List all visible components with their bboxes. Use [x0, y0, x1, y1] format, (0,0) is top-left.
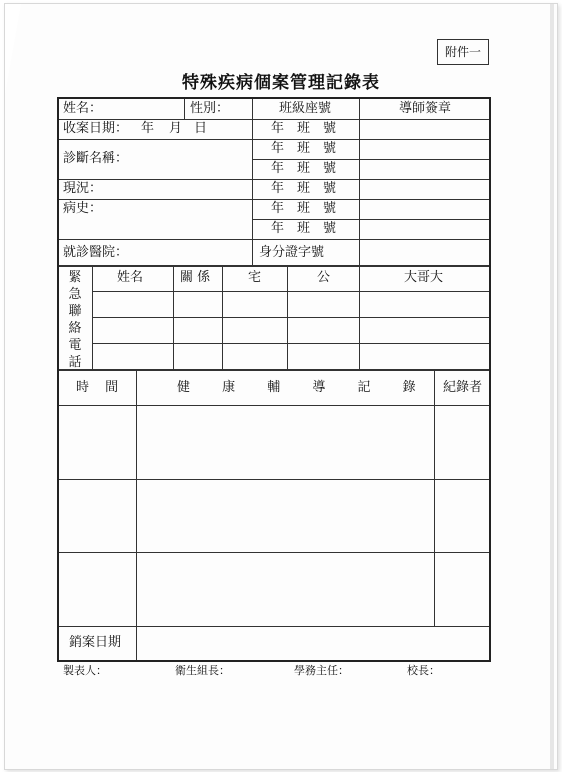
record-form: [57, 97, 491, 662]
form-title: 特殊疾病個案管理記錄表: [182, 73, 380, 93]
history-label: 病史：: [63, 201, 103, 216]
diagnosis-label: 診斷名稱：: [63, 151, 129, 166]
annex-label: 附件一: [437, 39, 489, 65]
class-row: 年 班 號: [271, 221, 337, 236]
receive-month: 月: [169, 121, 183, 136]
class-row: 年 班 號: [271, 181, 337, 196]
receive-date-label: 收案日期：: [63, 121, 129, 136]
footer-student-affairs: 學務主任：: [294, 664, 349, 677]
footer-health-chief: 衛生組長：: [175, 664, 230, 677]
hospital-label: 就診醫院：: [63, 245, 129, 260]
class-row: 年 班 號: [271, 161, 337, 176]
gender-label: 性別：: [190, 101, 230, 116]
emergency-header-relation: 關 係: [180, 270, 211, 285]
records-header-health: 健 康 輔 導 記 錄: [177, 380, 430, 395]
id-number-label: 身分證字號: [259, 245, 325, 260]
emergency-header-home: 宅: [248, 270, 262, 285]
receive-year: 年: [141, 121, 155, 136]
paper-edge: [550, 4, 554, 769]
receive-day: 日: [194, 121, 208, 136]
class-row: 年 班 號: [271, 141, 337, 156]
records-header-recorder: 紀錄者: [443, 380, 483, 395]
status-label: 現況：: [63, 181, 103, 196]
emergency-header-office: 公: [317, 270, 331, 285]
emergency-contact-label: 緊急聯絡電話: [68, 270, 82, 370]
name-label: 姓名：: [63, 101, 103, 116]
emergency-header-mobile: 大哥大: [404, 270, 444, 285]
class-row: 年 班 號: [271, 121, 337, 136]
close-date-label: 銷案日期: [69, 635, 122, 650]
footer-preparer: 製表人：: [63, 664, 107, 677]
teacher-seal-header: 導師簽章: [399, 101, 452, 116]
class-row: 年 班 號: [271, 201, 337, 216]
emergency-header-name: 姓名: [117, 270, 144, 285]
records-header-time: 時 間: [76, 380, 125, 395]
class-seat-header: 班級座號: [279, 101, 332, 116]
footer-principal: 校長：: [407, 664, 440, 677]
